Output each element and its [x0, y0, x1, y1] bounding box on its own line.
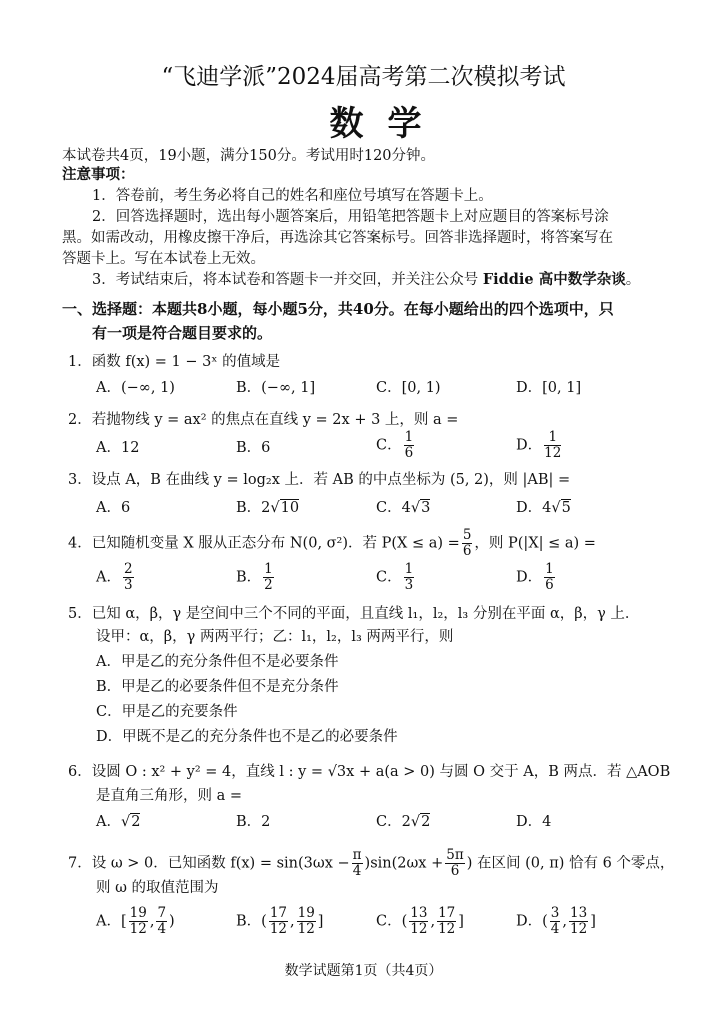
- question-6-stem-1: 6．设圆 O : x² + y² = 4，直线 l : y = √3x + a(a > 0) 与圆 O 交于 A，B 两点．若 △AOB: [68, 764, 671, 780]
- bracket: ]: [590, 913, 596, 930]
- q1-option-b: B．(−∞, 1]: [236, 380, 316, 396]
- denominator: 12: [269, 921, 287, 937]
- q3-option-d: D．4√5: [516, 500, 571, 516]
- fraction: [156, 906, 167, 937]
- q2-option-a: A．12: [96, 440, 140, 456]
- brand-name: Fiddie 高中数学杂谈: [482, 271, 626, 288]
- numerator: 17: [269, 905, 287, 921]
- q6-option-a: A．√2: [96, 814, 141, 830]
- numerator: 5π: [446, 847, 464, 863]
- numerator: 13: [410, 905, 428, 921]
- q7-stem-part1: 7．设 ω > 0．已知函数 f(x) = sin(3ωx −: [68, 855, 350, 872]
- denominator: 12: [297, 921, 315, 937]
- q7-option-d-label: D．(: [516, 913, 548, 930]
- fraction: [409, 906, 428, 937]
- exam-title: “飞迪学派”2024届高考第二次模拟考试: [161, 64, 566, 90]
- q3-option-b-prefix: B．2: [236, 500, 271, 516]
- q1-option-d: D．[0, 1]: [516, 380, 582, 396]
- q2-option-d-fraction: [544, 430, 561, 461]
- q7-option-b: B．( $\frac{17}{12}$ , $\frac{19}{12}$ ]: [236, 905, 324, 937]
- q3-option-d-radicand: 5: [561, 500, 571, 516]
- question-4-stem: [68, 528, 596, 559]
- q2-option-c-label: C．: [376, 437, 402, 454]
- q3-option-c-radicand: 3: [421, 500, 431, 516]
- q4-option-d-label: D．: [516, 569, 543, 586]
- q7-pi-fraction-1: [352, 848, 363, 879]
- q4-stem-fraction: [462, 528, 473, 559]
- q7-option-c-label: C．(: [376, 913, 408, 930]
- denominator: 6: [450, 863, 460, 879]
- denominator: 12: [544, 445, 562, 461]
- denominator: 6: [462, 543, 472, 559]
- denominator: 6: [545, 577, 554, 593]
- numerator: 5: [462, 527, 472, 543]
- q4-option-c: [376, 562, 416, 593]
- numerator: 1: [545, 561, 554, 577]
- fraction: [437, 906, 456, 937]
- question-7-stem-2: 则 ω 的取值范围为: [96, 880, 219, 896]
- q4-option-b: [236, 562, 276, 593]
- numerator: 1: [404, 429, 414, 445]
- q6-option-d: D．4: [516, 814, 552, 830]
- q3-option-b: B．2√10: [236, 500, 300, 516]
- q6-option-a-radicand: 2: [131, 814, 141, 830]
- q5-option-c: C．甲是乙的充要条件: [96, 704, 238, 720]
- q6-option-c-radicand: 2: [421, 814, 431, 830]
- denominator: 3: [404, 577, 414, 593]
- question-3-stem: 3．设点 A，B 在曲线 y = log₂x 上．若 AB 的中点坐标为 (5, 2)，则 |AB| =: [68, 472, 571, 488]
- q3-option-d-prefix: D．4: [516, 500, 552, 516]
- q4-option-a: [96, 562, 136, 593]
- bracket: ]: [317, 913, 324, 930]
- fraction: [550, 906, 561, 937]
- q4-option-c-label: C．: [376, 569, 402, 586]
- fraction: [269, 906, 288, 937]
- denominator: 4: [550, 921, 560, 937]
- q4-option-d: [516, 562, 557, 593]
- notice-2a: 2．回答选择题时，选出每小题答案后，用铅笔把答题卡上对应题目的答案标号涂: [92, 209, 609, 225]
- numerator: 2: [123, 561, 133, 577]
- q7-pi-fraction-2: [445, 848, 464, 879]
- denominator: 12: [410, 921, 428, 937]
- bracket: ]: [458, 913, 464, 930]
- q4-option-d-fraction: [544, 562, 555, 593]
- q7-stem-part2: )sin(2ωx +: [364, 855, 444, 872]
- question-2-stem: 2．若抛物线 y = ax² 的焦点在直线 y = 2x + 3 上，则 a =: [68, 412, 459, 428]
- numerator: 1: [544, 430, 561, 446]
- numerator: π: [352, 847, 362, 863]
- section-1-heading: 一、选择题：本题共8小题，每小题5分，共40分。在每小题给出的四个选项中，只: [62, 300, 614, 318]
- q3-option-c-prefix: C．4: [376, 500, 411, 516]
- q5-option-d: D．甲既不是乙的充分条件也不是乙的必要条件: [96, 729, 398, 745]
- q3-option-b-radicand: 10: [280, 500, 300, 516]
- q7-option-a: A．[ $\frac{19}{12}$ , $\frac{7}{4}$ ): [96, 905, 175, 937]
- denominator: 4: [352, 863, 362, 879]
- section-1-heading-cont: 有一项是符合题目要求的。: [92, 324, 273, 342]
- bracket: ): [169, 913, 175, 930]
- numerator: 1: [264, 561, 273, 577]
- q2-option-c-fraction: [404, 430, 415, 461]
- question-7-stem-1: [68, 848, 674, 879]
- fraction: [569, 906, 588, 937]
- notice-3: [92, 270, 640, 290]
- q7-option-b-label: B．(: [236, 913, 267, 930]
- question-5-stem-1: 5．已知 α，β，γ 是空间中三个不同的平面，且直线 l₁，l₂，l₃ 分别在平面 α，β，γ 上．: [68, 606, 640, 622]
- q3-option-c: C．4√3: [376, 500, 431, 516]
- q5-option-a: A．甲是乙的充分条件但不是必要条件: [96, 654, 339, 670]
- q2-option-d: [516, 430, 563, 461]
- notice-1: 1．答卷前，考生务必将自己的姓名和座位号填写在答题卡上。: [92, 188, 493, 204]
- q7-option-d: D．( $\frac{3}{4}$ , $\frac{13}{12}$ ]: [516, 905, 596, 937]
- q6-option-b: B．2: [236, 814, 271, 830]
- q2-option-d-label: D．: [516, 437, 543, 454]
- denominator: 6: [404, 445, 414, 461]
- q3-option-a: A．6: [96, 500, 131, 516]
- numerator: 1: [404, 561, 414, 577]
- exam-info: 本试卷共4页，19小题，满分150分。考试用时120分钟。: [62, 148, 436, 164]
- q6-option-a-prefix: A．: [96, 814, 121, 830]
- page-footer: 数学试题第1页（共4页）: [284, 963, 443, 979]
- notice-3-end: 。: [625, 272, 641, 288]
- q4-option-b-label: B．: [236, 569, 262, 586]
- denominator: 2: [264, 577, 273, 593]
- denominator: 12: [570, 921, 588, 937]
- question-6-stem-2: 是直角三角形，则 a =: [96, 788, 243, 804]
- denominator: 12: [129, 921, 147, 937]
- numerator: 3: [550, 905, 560, 921]
- q4-option-b-fraction: [263, 562, 274, 593]
- denominator: 12: [438, 921, 456, 937]
- q6-option-c-prefix: C．2: [376, 814, 411, 830]
- q4-option-a-fraction: [123, 562, 134, 593]
- numerator: 19: [297, 905, 315, 921]
- q4-option-c-fraction: [404, 562, 415, 593]
- q6-option-c: C．2√2: [376, 814, 431, 830]
- q4-option-a-label: A．: [96, 569, 121, 586]
- numerator: 13: [570, 905, 588, 921]
- notice-2b: 黑。如需改动，用橡皮擦干净后，再选涂其它答案标号。回答非选择题时，将答案写在: [62, 230, 613, 246]
- q1-option-c: C．[0, 1): [376, 380, 441, 396]
- q4-stem-part2: ，则 P(|X| ≤ a) =: [474, 535, 596, 552]
- q1-option-a: A．(−∞, 1): [96, 380, 175, 396]
- notice-3-text: 3．考试结束后，将本试卷和答题卡一并交回，并关注公众号: [92, 272, 479, 288]
- numerator: 19: [129, 905, 147, 921]
- denominator: 3: [123, 577, 133, 593]
- fraction: [297, 906, 316, 937]
- q4-stem-part1: 4．已知随机变量 X 服从正态分布 N(0, σ²)．若 P(X ≤ a) =: [68, 535, 460, 552]
- q7-stem-part3: ) 在区间 (0, π) 恰有 6 个零点，: [466, 855, 675, 872]
- denominator: 4: [157, 921, 167, 937]
- q2-option-c: [376, 430, 416, 461]
- question-1-stem: 1．函数 f(x) = 1 − 3ˣ 的值域是: [68, 354, 281, 370]
- q7-option-a-label: A．[: [96, 913, 127, 930]
- notice-2c: 答题卡上。写在本试卷上无效。: [62, 251, 265, 267]
- fraction: [129, 906, 148, 937]
- subject-title: 数学: [329, 104, 446, 144]
- numerator: 17: [438, 905, 456, 921]
- numerator: 7: [157, 905, 167, 921]
- question-5-stem-2: 设甲：α，β，γ 两两平行；乙：l₁，l₂，l₃ 两两平行，则: [96, 629, 454, 645]
- notice-title: 注意事项：: [62, 166, 135, 183]
- q5-option-b: B．甲是乙的必要条件但不是充分条件: [96, 679, 339, 695]
- q7-option-c: C．( $\frac{13}{12}$ , $\frac{17}{12}$ ]: [376, 905, 464, 937]
- q2-option-b: B．6: [236, 440, 271, 456]
